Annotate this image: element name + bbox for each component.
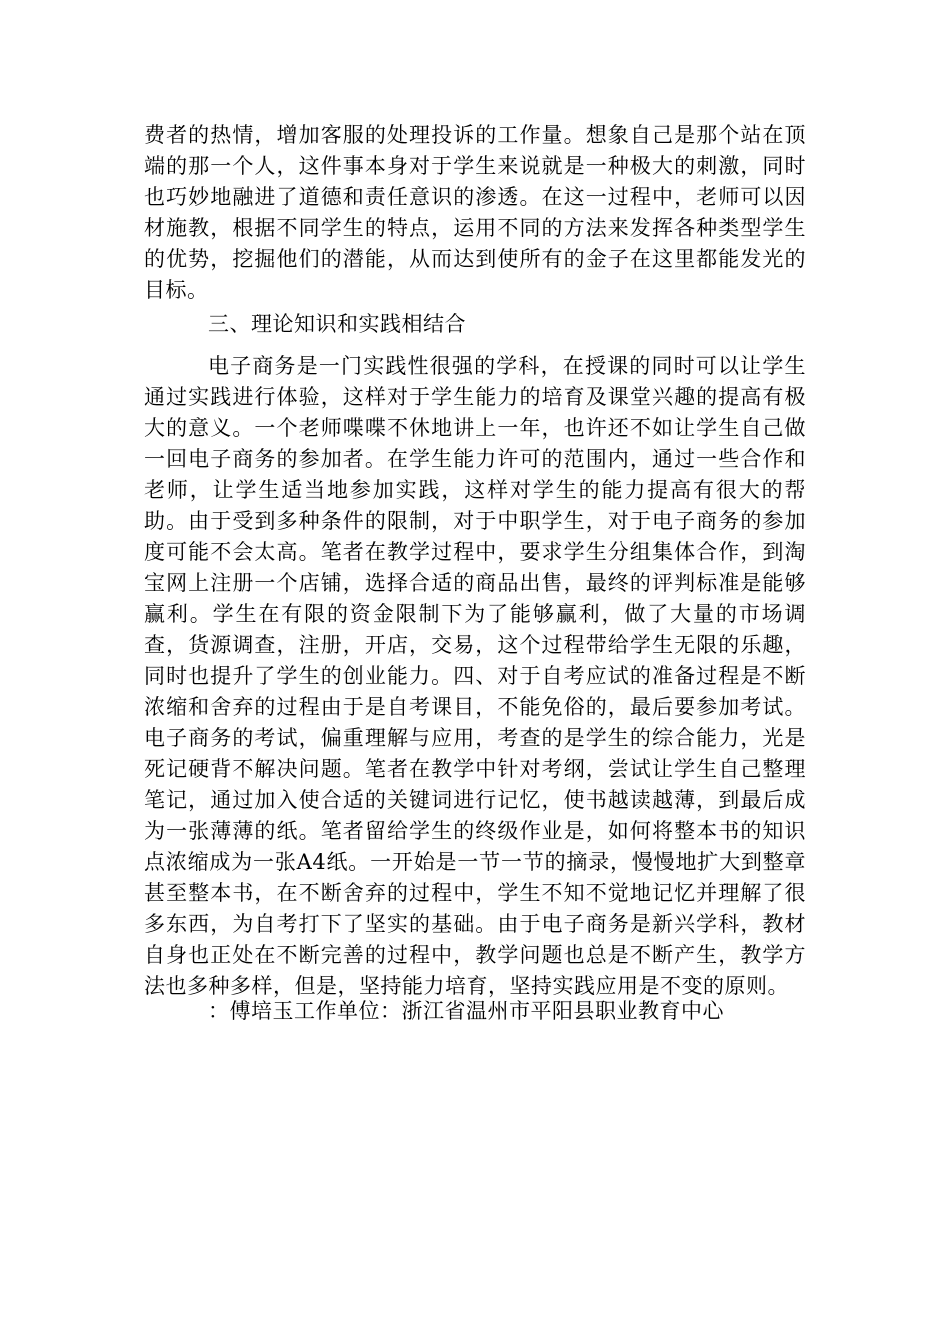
author-affiliation: ：傅培玉工作单位：浙江省温州市平阳县职业教育中心: [208, 999, 724, 1023]
section-heading: 三、理论知识和实践相结合: [208, 312, 466, 336]
continued-paragraph: 费者的热情，增加客服的处理投诉的工作量。想象自己是那个站在顶端的那一个人，这件事本身对于学生来说就是一种极大的刺激，同时也巧妙地融进了道德和责任意识的渗透。在这一过程中，老师可以因材施教，根据不同学生的特点，运用不同的方法来发挥各种类型学生的优势，挖掘他们的潜能，从而达到使所有的金子在这里都能发光的目标。: [144, 123, 806, 302]
section-paragraph: 电子商务是一门实践性很强的学科，在授课的同时可以让学生通过实践进行体验，这样对于学生能力的培育及课堂兴趣的提高有极大的意义。一个老师喋喋不休地讲上一年，也许还不如让学生自己做一回电子商务的参加者。在学生能力许可的范围内，通过一些合作和老师，让学生适当地参加实践，这样对学生的能力提高有很大的帮助。由于受到多种条件的限制，对于中职学生，对于电子商务的参加度可能不会太高。笔者在教学过程中，要求学生分组集体合作，到淘宝网上注册一个店铺，选择合适的商品出售，最终的评判标准是能够赢利。学生在有限的资金限制下为了能够赢利，做了大量的市场调查，货源调查，注册，开店，交易，这个过程带给学生无限的乐趣，同时也提升了学生的创业能力。四、对于自考应试的准备过程是不断浓缩和舍弃的过程由于是自考课目，不能免俗的，最后要参加考试。电子商务的考试，偏重理解与应用，考查的是学生的综合能力，光是死记硬背不解决问题。笔者在教学中针对考纲，尝试让学生自己整理笔记，通过加入使合适的关键词进行记忆，使书越读越薄，到最后成为一张薄薄的纸。笔者留给学生的终级作业是，如何将整本书的知识点浓缩成为一张A4纸。一开始是一节一节的摘录，慢慢地扩大到整章甚至整本书，在不断舍弃的过程中，学生不知不觉地记忆并理解了很多东西，为自考打下了坚实的基础。由于电子商务是新兴学科，教材自身也正处在不断完善的过程中，教学问题也总是不断产生，教学方法也多种多样，但是，坚持能力培育，坚持实践应用是不变的原则。: [144, 354, 806, 998]
